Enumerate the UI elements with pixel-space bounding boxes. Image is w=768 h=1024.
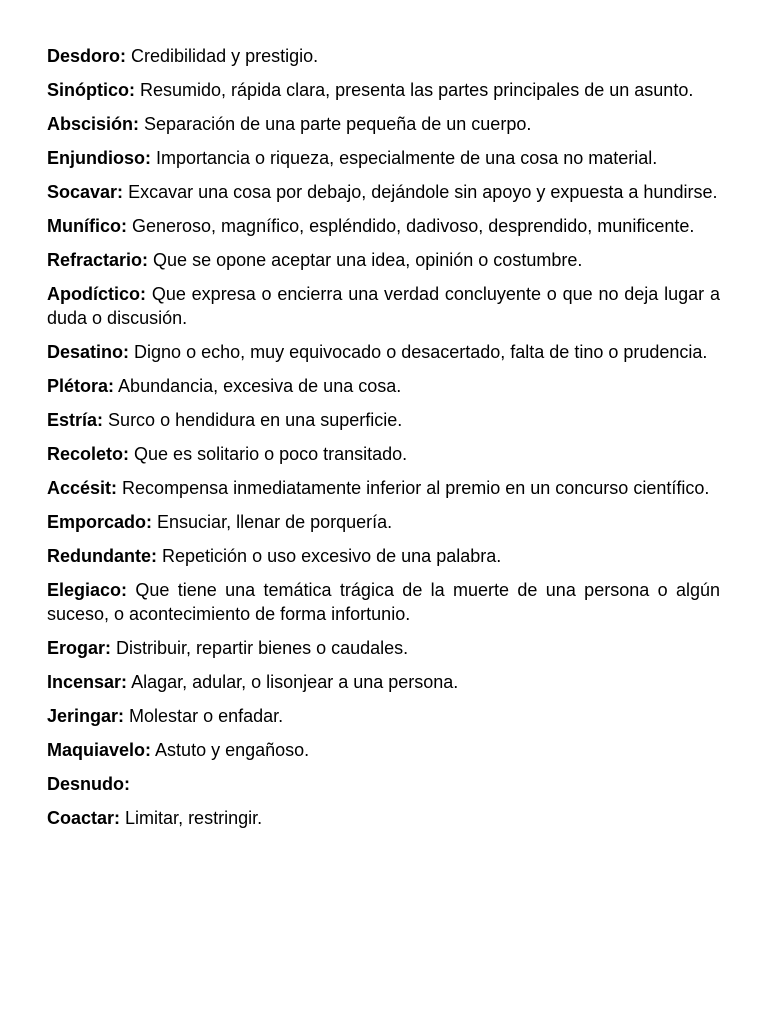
- entry-term: Estría:: [47, 410, 104, 430]
- entry-term: Elegiaco:: [47, 580, 128, 600]
- entry-term: Desatino:: [47, 342, 130, 362]
- entry-definition: Limitar, restringir.: [125, 808, 263, 828]
- entry-term: Emporcado:: [47, 512, 153, 532]
- glossary-entry: [47, 248, 720, 272]
- glossary-entry: [47, 738, 720, 762]
- entry-term: Jeringar:: [47, 706, 125, 726]
- glossary-entry: [47, 78, 720, 102]
- glossary-entry: [47, 374, 720, 398]
- glossary-entry: [47, 180, 720, 204]
- entry-term: Recoleto:: [47, 444, 130, 464]
- glossary-entry: [47, 214, 720, 238]
- entry-term: Socavar:: [47, 182, 124, 202]
- entry-term: Redundante:: [47, 546, 157, 566]
- entry-term: Accésit:: [47, 478, 118, 498]
- entry-definition: Distribuir, repartir bienes o caudales.: [116, 638, 409, 658]
- entry-term: Maquiavelo:: [47, 740, 152, 760]
- glossary-entry: [47, 44, 720, 68]
- entry-term: Abscisión:: [47, 114, 140, 134]
- entry-definition: Surco o hendidura en una superficie.: [108, 410, 403, 430]
- glossary-entry: [47, 670, 720, 694]
- glossary-entry: [47, 146, 720, 170]
- glossary-entry: [47, 476, 720, 500]
- entry-term: Refractario:: [47, 250, 149, 270]
- glossary-entry: [47, 408, 720, 432]
- glossary-entry: [47, 772, 720, 796]
- glossary-entry: [47, 578, 720, 626]
- entry-definition: Astuto y engañoso.: [155, 740, 310, 760]
- entry-definition: Digno o echo, muy equivocado o desacertado, falta de tino o prudencia.: [134, 342, 708, 362]
- glossary-entry: [47, 704, 720, 728]
- entry-definition: Alagar, adular, o lisonjear a una persona.: [131, 672, 459, 692]
- entry-definition: Resumido, rápida clara, presenta las partes principales de un asunto.: [140, 80, 694, 100]
- entry-term: Apodíctico:: [47, 284, 146, 304]
- glossary-entry: [47, 510, 720, 534]
- entry-definition: Generoso, magnífico, espléndido, dadivoso, desprendido, munificente.: [132, 216, 695, 236]
- glossary-entry: [47, 544, 720, 568]
- entry-term: Sinóptico:: [47, 80, 135, 100]
- entry-definition: Ensuciar, llenar de porquería.: [157, 512, 393, 532]
- entry-definition: Que expresa o encierra una verdad concluyente o que no deja lugar a duda o discusión.: [47, 284, 720, 328]
- entry-term: Coactar:: [47, 808, 121, 828]
- entry-term: Erogar:: [47, 638, 112, 658]
- glossary-entry: [47, 806, 720, 830]
- entry-definition: Repetición o uso excesivo de una palabra.: [162, 546, 502, 566]
- entry-definition: Separación de una parte pequeña de un cuerpo.: [144, 114, 532, 134]
- entry-definition: Que es solitario o poco transitado.: [134, 444, 408, 464]
- glossary-entry: [47, 282, 720, 330]
- entry-definition: Excavar una cosa por debajo, dejándole sin apoyo y expuesta a hundirse.: [128, 182, 718, 202]
- entry-term: Munífico:: [47, 216, 127, 236]
- entry-definition: Que se opone aceptar una idea, opinión o costumbre.: [153, 250, 583, 270]
- entry-term: Enjundioso:: [47, 148, 151, 168]
- entry-term: Plétora:: [47, 376, 115, 396]
- glossary-list: [47, 44, 720, 840]
- entry-definition: Que tiene una temática trágica de la muerte de una persona o algún suceso, o acontecimiento de forma infortunio.: [47, 580, 720, 624]
- glossary-entry: [47, 340, 720, 364]
- glossary-entry: [47, 636, 720, 660]
- entry-term: Desdoro:: [47, 46, 127, 66]
- entry-definition: Molestar o enfadar.: [129, 706, 284, 726]
- entry-definition: Abundancia, excesiva de una cosa.: [118, 376, 402, 396]
- glossary-entry: [47, 442, 720, 466]
- entry-term: Desnudo:: [47, 774, 130, 794]
- entry-term: Incensar:: [47, 672, 128, 692]
- entry-definition: Recompensa inmediatamente inferior al premio en un concurso científico.: [122, 478, 710, 498]
- entry-definition: Importancia o riqueza, especialmente de una cosa no material.: [156, 148, 658, 168]
- entry-definition: Credibilidad y prestigio.: [131, 46, 319, 66]
- glossary-entry: [47, 112, 720, 136]
